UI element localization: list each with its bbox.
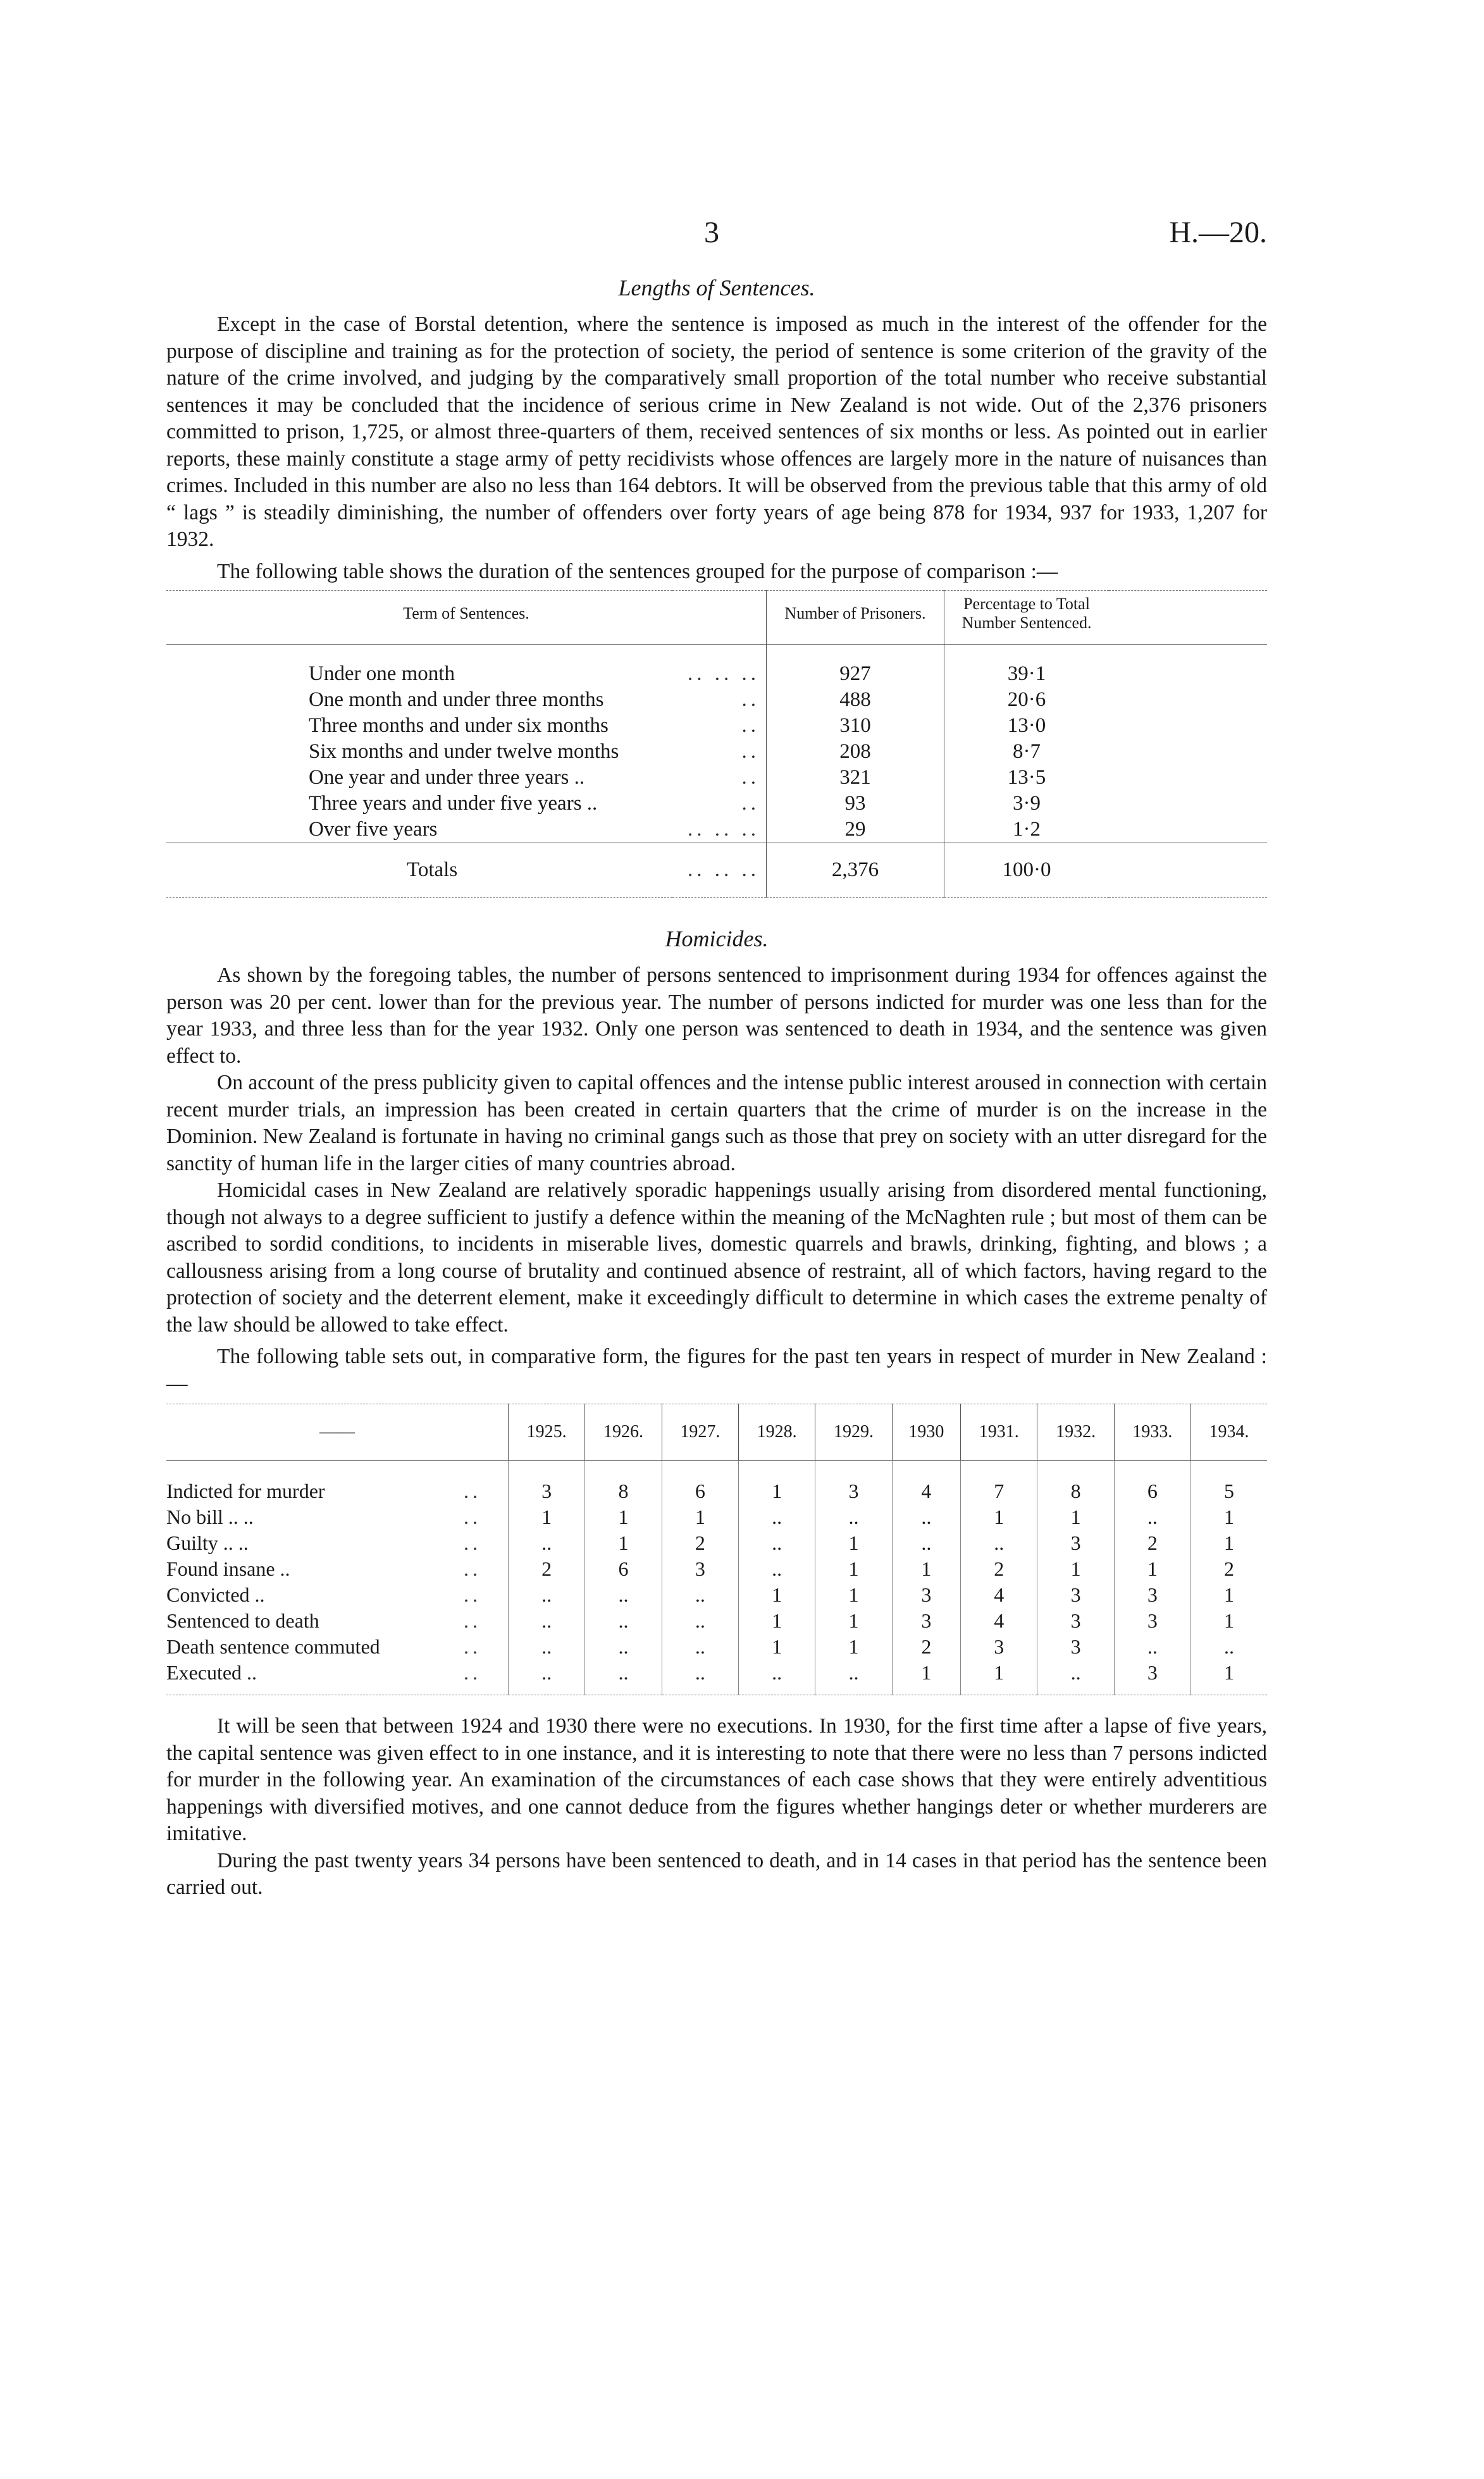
value-cell: 1 [1191,1608,1267,1634]
value-cell: 1 [815,1530,892,1556]
value-cell: .. [585,1634,662,1660]
value-cell: .. [815,1660,892,1695]
value-cell: 3 [1114,1582,1190,1608]
spacer-cell [1109,739,1267,765]
year-header: 1929. [815,1404,892,1461]
table-row [166,713,1267,739]
spacer-cell [1109,791,1267,817]
table-row [166,1660,1267,1695]
leader-dots: .. [741,714,760,737]
value-cell: .. [585,1582,662,1608]
value-cell: .. [662,1634,738,1660]
homicides-paragraph-1: As shown by the foregoing tables, the number of persons sentenced to imprisonment during 1934 for offences against the person was 20 per cent. lower than for the previous year. The number of persons indicted for murder was one less than for the year 1933, and three less than for the year 1932. Only one person was sentenced to death in 1934, and the sentence was given effect to. [166,963,1267,1068]
leader-dots: .. [464,1635,481,1658]
value-cell: 1 [1191,1582,1267,1608]
value-cell: 3 [1114,1608,1190,1634]
row-label: Executed .. [166,1661,257,1684]
closing-paragraph-2: During the past twenty years 34 persons have been sentenced to death, and in 14 cases in that period has the sentence been carried out. [166,1848,1267,1899]
value-cell: 5 [1191,1461,1267,1505]
section-title-lengths: Lengths of Sentences. [618,275,815,300]
row-label-cell [166,1556,509,1582]
value-cell: .. [585,1660,662,1695]
number-cell: 321 [767,765,944,791]
value-cell: 1 [892,1556,960,1582]
row-label-cell [166,1634,509,1660]
number-cell: 310 [767,713,944,739]
homicides-paragraph-3: Homicidal cases in New Zealand are relatively sporadic happenings usually arising from disordered mental functioning, though not always to a degree sufficient to justify a defence within the meaning of the McNaghten rule ; but most of them can be ascribed to sordid conditions, to incidents in miserable lives, domestic quarrels and brawls, drinking, fighting, and blows ; a callousness arising from a long course of brutality and continued absence of restraint, all of which factors, having regard to the protection of society and the deterrent element, make it exceedingly difficult to determine in which cases the extreme penalty of the law should be allowed to take effect. [166,1178,1267,1337]
row-label-cell [166,1608,509,1634]
number-cell: 93 [767,791,944,817]
leader-dots: .. [464,1505,481,1528]
year-header: 1927. [662,1404,738,1461]
page-header [166,215,1267,266]
table-row [166,817,1267,843]
year-header: 1932. [1037,1404,1114,1461]
leader-dots: .. .. .. [688,818,760,841]
value-cell: .. [815,1504,892,1530]
value-cell: 1 [738,1634,815,1660]
totals-row [166,843,1267,898]
value-cell: 4 [892,1461,960,1505]
percentage-cell: 39·1 [1007,662,1046,685]
header-number: Number of Prisoners. [767,591,944,645]
value-cell: 3 [1037,1530,1114,1556]
row-label-cell [166,1461,509,1505]
value-cell: 1 [1037,1556,1114,1582]
value-cell: 1 [585,1504,662,1530]
row-label-cell [166,1660,509,1695]
totals-number: 2,376 [767,843,944,898]
totals-label: Totals [166,843,672,898]
term-cell: Three months and under six months [309,714,609,737]
leader-dots: .. [464,1583,481,1606]
value-cell: .. [662,1582,738,1608]
number-cell: 29 [767,817,944,843]
term-cell: Under one month [309,662,455,685]
murder-table [166,1404,1267,1695]
term-cell: One month and under three months [309,688,604,711]
table-row [166,645,1267,688]
value-cell: .. [892,1530,960,1556]
number-cell: 488 [767,687,944,713]
spacer-cell [1109,713,1267,739]
section-title-homicides: Homicides. [665,926,769,951]
table-row [166,1530,1267,1556]
spacer-cell [1109,687,1267,713]
closing-paragraph-1: It will be seen that between 1924 and 1930 there were no executions. In 1930, for the first time after a lapse of five years, the capital sentence was given effect to in one instance, and it is interesting to note that there were no less than 7 persons indicted for murder in the following year. An examination of the circumstances of each case shows that they were entirely adventitious happenings with diversified motives, and one cannot deduce from the figures whether hangings deter or whether murderers are imitative. [166,1714,1267,1845]
year-header: 1928. [738,1404,815,1461]
table-row [166,1634,1267,1660]
table-row [166,739,1267,765]
value-cell: 3 [892,1582,960,1608]
value-cell: 1 [815,1582,892,1608]
value-cell: .. [738,1660,815,1695]
row-label-cell [166,1582,509,1608]
year-header: 1925. [509,1404,585,1461]
leader-dots: .. [464,1609,481,1632]
value-cell: 6 [585,1556,662,1582]
number-cell: 927 [767,645,944,688]
value-cell: .. [961,1530,1037,1556]
value-cell: 2 [892,1634,960,1660]
value-cell: .. [509,1660,585,1695]
value-cell: 4 [961,1608,1037,1634]
value-cell: .. [509,1608,585,1634]
table-row [166,1556,1267,1582]
percentage-cell: 8·7 [1013,740,1041,763]
leader-dots: .. [464,1557,481,1580]
value-cell: 1 [961,1660,1037,1695]
value-cell: 2 [509,1556,585,1582]
table-row [166,791,1267,817]
leader-dots: .. [464,1661,481,1684]
row-label: Indicted for murder [166,1480,325,1502]
row-label-cell [166,1530,509,1556]
value-cell: 2 [1191,1556,1267,1582]
value-cell: .. [738,1504,815,1530]
page-number: 3 [704,216,719,249]
value-cell: 1 [1191,1660,1267,1695]
header-term: Term of Sentences. [166,591,767,645]
year-header: 1930 [892,1404,960,1461]
value-cell: 2 [1114,1530,1190,1556]
value-cell: 1 [1037,1504,1114,1530]
value-cell: 1 [738,1461,815,1505]
value-cell: 1 [1191,1530,1267,1556]
value-cell: .. [1114,1504,1190,1530]
value-cell: 1 [1114,1556,1190,1582]
year-header: 1931. [961,1404,1037,1461]
murder-table-header [166,1404,1267,1461]
value-cell: 8 [1037,1461,1114,1505]
row-label: Guilty .. .. [166,1531,249,1554]
value-cell: 1 [509,1504,585,1530]
value-cell: 1 [815,1556,892,1582]
row-label: Death sentence commuted [166,1635,380,1658]
table-row [166,687,1267,713]
leader-dots: .. [741,792,760,815]
table-row [166,1504,1267,1530]
value-cell: 3 [1037,1608,1114,1634]
percentage-cell: 3·9 [1013,792,1041,815]
number-cell: 208 [767,739,944,765]
value-cell: 4 [961,1582,1037,1608]
value-cell: 1 [738,1608,815,1634]
sentences-table [166,590,1267,898]
document-reference: H.—20. [1169,216,1267,249]
value-cell: 7 [961,1461,1037,1505]
header-percentage: Percentage to Total Number Sentenced. [944,591,1110,645]
header-spacer [1109,591,1267,645]
percentage-cell: 13·5 [1007,766,1046,789]
value-cell: 8 [585,1461,662,1505]
value-cell: 3 [815,1461,892,1505]
row-label: Found insane .. [166,1557,290,1580]
totals-percentage: 100·0 [944,843,1110,898]
leader-dots: .. [741,740,760,763]
leader-dots: .. [464,1480,481,1502]
value-cell: .. [509,1582,585,1608]
percentage-cell: 1·2 [1013,818,1041,841]
value-cell: 6 [1114,1461,1190,1505]
term-cell: Six months and under twelve months [309,740,619,763]
leader-dots: .. .. .. [672,843,766,898]
row-label: No bill .. .. [166,1505,254,1528]
value-cell: 3 [1114,1660,1190,1695]
spacer-cell [1109,817,1267,843]
header-corner: —— [166,1404,509,1461]
leader-dots: .. [741,688,760,711]
value-cell: 3 [1037,1634,1114,1660]
value-cell: .. [585,1608,662,1634]
value-cell: 2 [961,1556,1037,1582]
value-cell: 3 [892,1608,960,1634]
value-cell: 3 [1037,1582,1114,1608]
value-cell: .. [662,1608,738,1634]
leader-dots: .. [464,1531,481,1554]
murder-table-intro: The following table sets out, in comparative form, the figures for the past ten years in respect of murder in New Zealand :— [166,1345,1267,1395]
sentences-table-intro: The following table shows the duration of the sentences grouped for the purpose of comparison :— [217,559,1058,583]
value-cell: 1 [585,1530,662,1556]
leader-dots: .. [741,766,760,789]
spacer-cell [1109,645,1267,688]
row-label-cell [166,1504,509,1530]
value-cell: .. [738,1556,815,1582]
term-cell: One year and under three years .. [309,766,585,789]
value-cell: 1 [815,1608,892,1634]
document-page [166,215,1267,1901]
row-label: Convicted .. [166,1583,265,1606]
value-cell: .. [1191,1634,1267,1660]
value-cell: 2 [662,1530,738,1556]
table-row [166,1582,1267,1608]
value-cell: 1 [1191,1504,1267,1530]
value-cell: .. [509,1634,585,1660]
value-cell: 3 [961,1634,1037,1660]
spacer-cell [1109,765,1267,791]
lengths-paragraph: Except in the case of Borstal detention, where the sentence is imposed as much in the interest of the offender for the purpose of discipline and training as for the protection of society, the period of sentence is some criterion of the gravity of the nature of the crime involved, and judging by the comparatively small proportion of the total number who receive substantial sentences it may be concluded that the incidence of serious crime in New Zealand is not wide. Out of the 2,376 prisoners committed to prison, 1,725, or almost three-quarters of them, received sentences of six months or less. As pointed out in earlier reports, these mainly constitute a stage army of petty recidivists whose offences are largely more in the nature of nuisances than crimes. Included in this number are also no less than 164 debtors. It will be observed from the previous table that this army of old “ lags ” is steadily diminishing, the number of offenders over forty years of age being 878 for 1934, 937 for 1933, 1,207 for 1932. [166,312,1267,551]
table-row [166,765,1267,791]
year-header: 1933. [1114,1404,1190,1461]
leader-dots: .. .. .. [688,662,760,685]
table-row [166,1461,1267,1505]
value-cell: .. [738,1530,815,1556]
value-cell: .. [1114,1634,1190,1660]
percentage-cell: 13·0 [1007,714,1046,737]
percentage-cell: 20·6 [1007,688,1046,711]
value-cell: .. [509,1530,585,1556]
value-cell: 3 [509,1461,585,1505]
value-cell: 1 [662,1504,738,1530]
value-cell: .. [1037,1660,1114,1695]
table-row [166,1608,1267,1634]
value-cell: 1 [892,1660,960,1695]
murder-table-body [166,1461,1267,1695]
value-cell: 3 [662,1556,738,1582]
value-cell: .. [662,1660,738,1695]
sentences-table-header [166,591,1267,645]
term-cell: Over five years [309,818,438,841]
term-cell: Three years and under five years .. [309,792,598,815]
spacer-cell [1109,843,1267,898]
value-cell: 1 [738,1582,815,1608]
homicides-paragraph-2: On account of the press publicity given to capital offences and the intense public interest aroused in connection with certain recent murder trials, an impression has been created in certain quarters that the crime of murder is on the increase in the Dominion. New Zealand is fortunate in having no criminal gangs such as those that prey on society with an utter disregard for the sanctity of human life in the larger cities of many countries abroad. [166,1071,1267,1175]
year-header: 1934. [1191,1404,1267,1461]
value-cell: 1 [815,1634,892,1660]
value-cell: .. [892,1504,960,1530]
year-header: 1926. [585,1404,662,1461]
row-label: Sentenced to death [166,1609,319,1632]
value-cell: 6 [662,1461,738,1505]
value-cell: 1 [961,1504,1037,1530]
